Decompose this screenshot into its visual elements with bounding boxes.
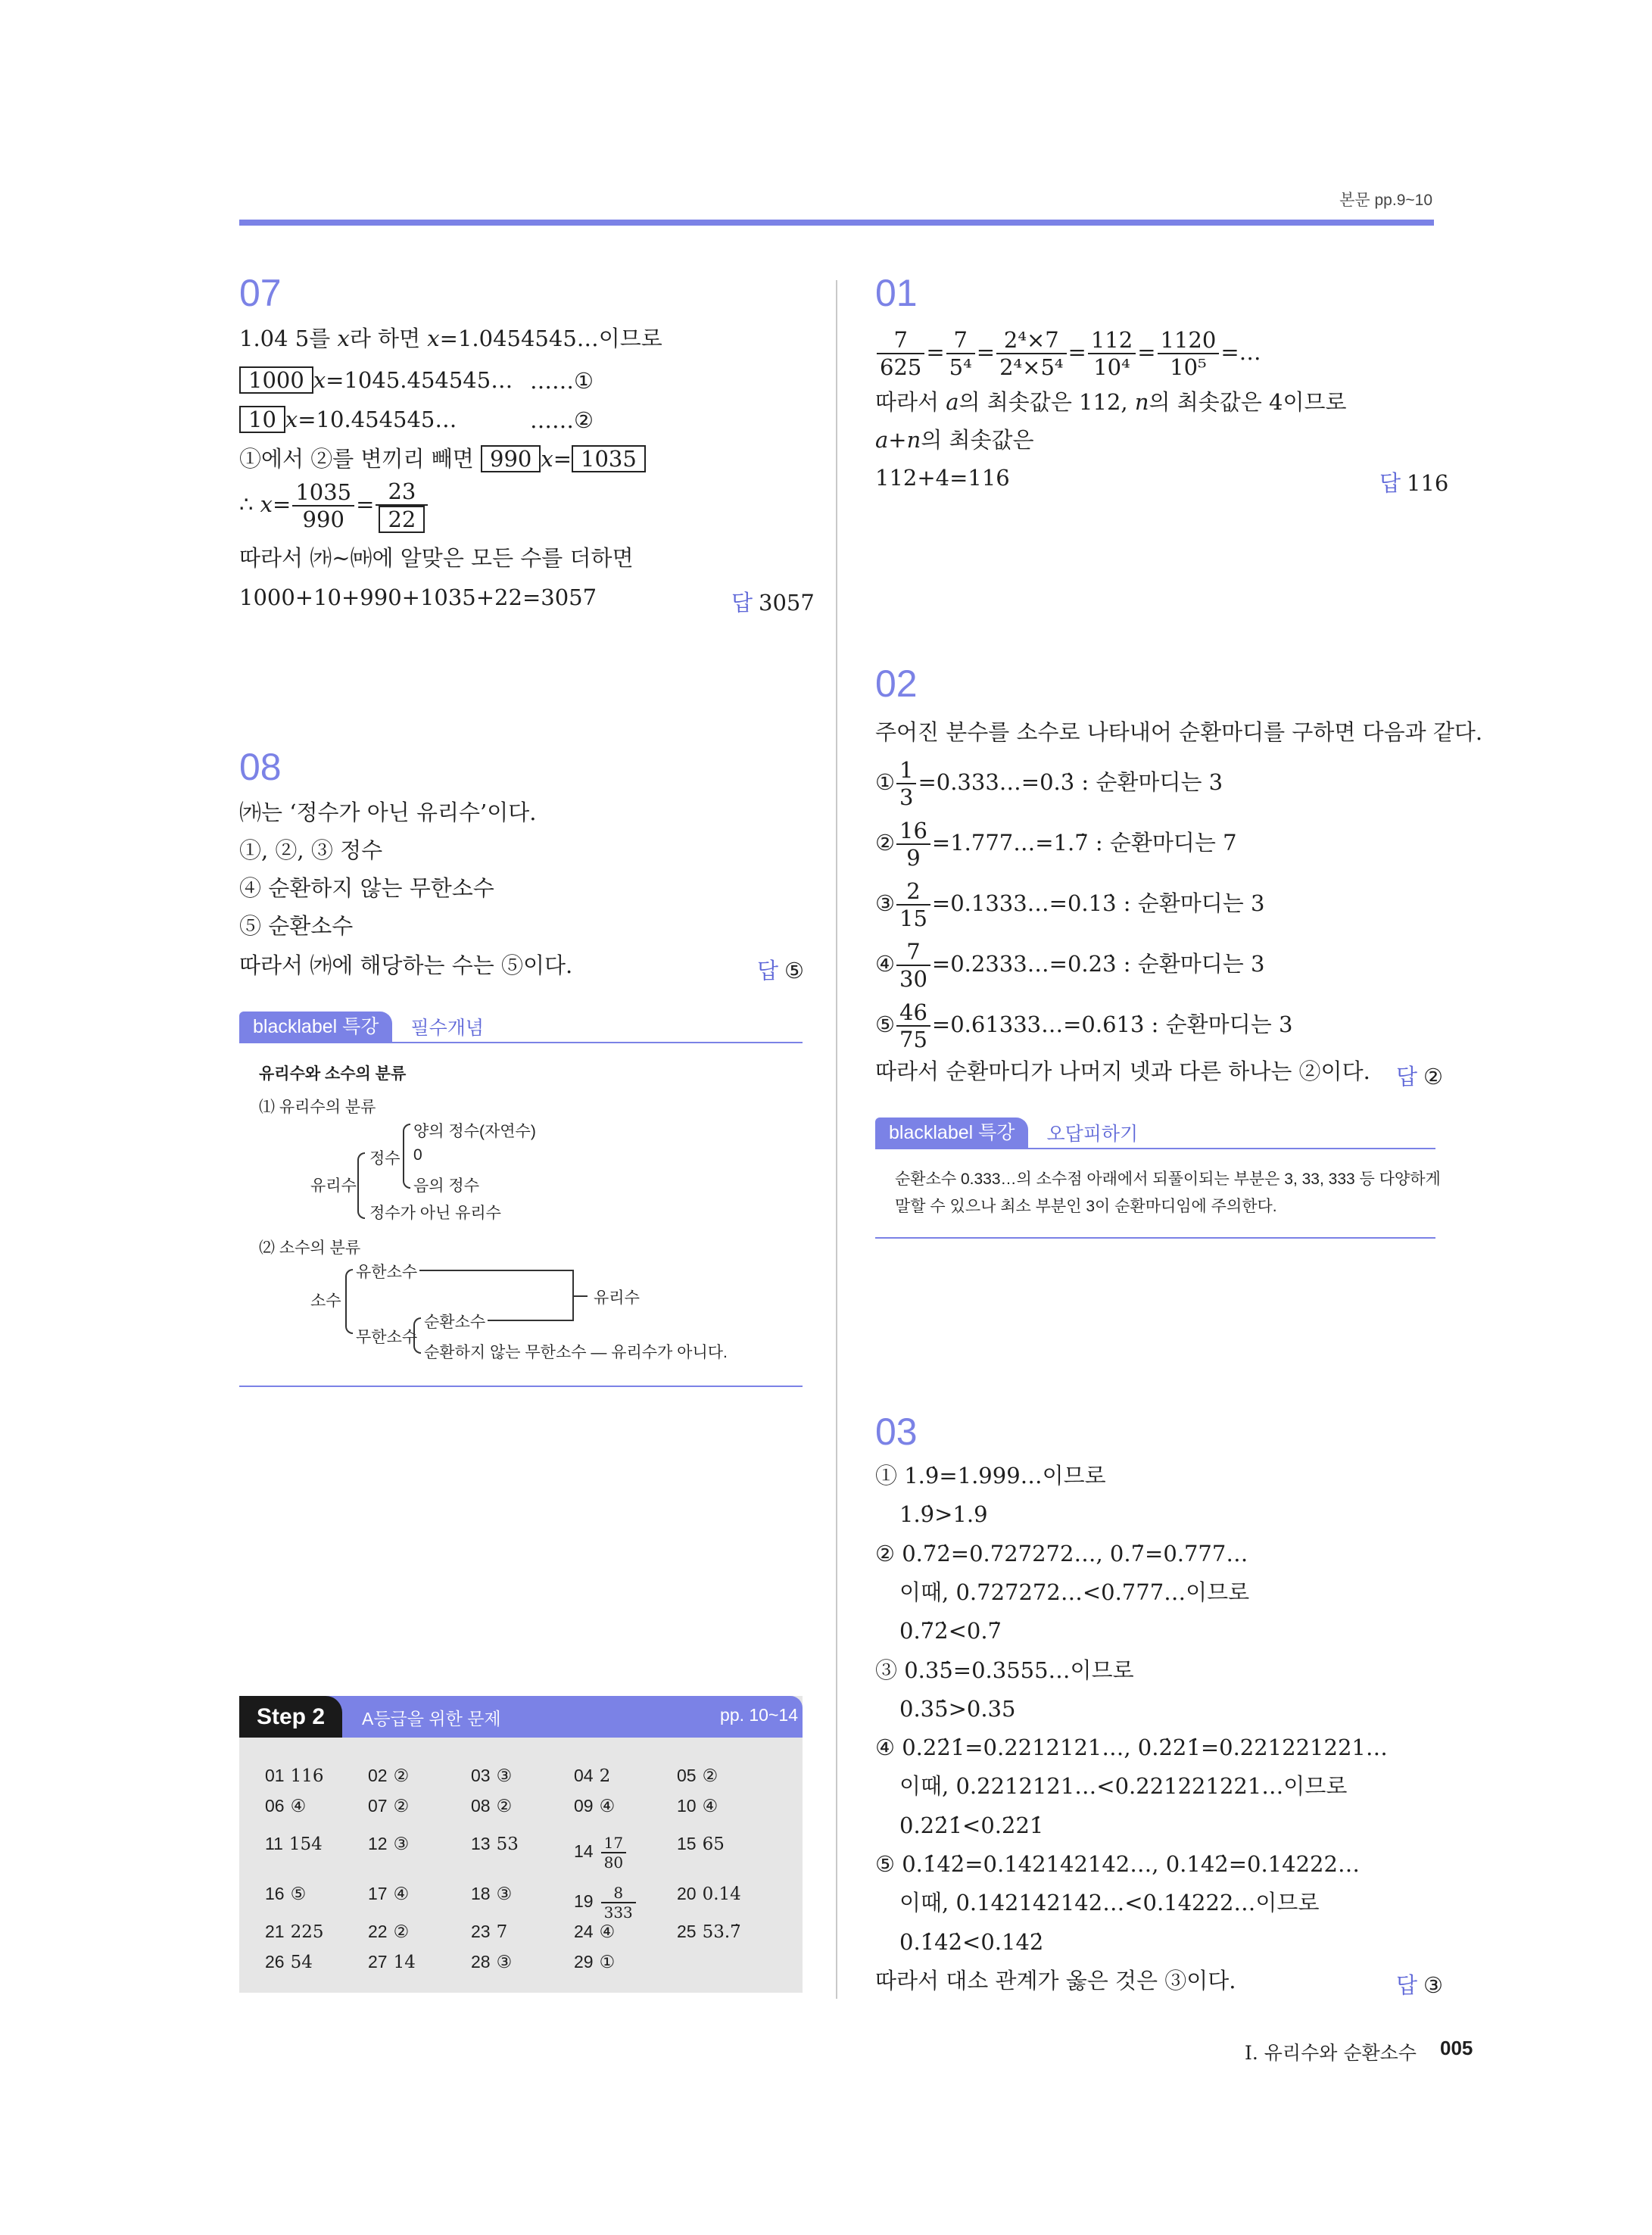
step2-answer-cell [574, 1796, 615, 1816]
step2-answer-cell [368, 1952, 416, 1972]
answer-value: ③ [1423, 1972, 1444, 1998]
answer-number: 14 [574, 1841, 594, 1861]
p07-tag1: ……① [530, 368, 594, 394]
answer-value: ③ [393, 1834, 410, 1854]
answer-value: ② [393, 1922, 410, 1942]
problem-number-07: 07 [239, 272, 282, 314]
header-rule [239, 220, 1434, 226]
answer-value: ② [496, 1797, 513, 1816]
p07-tag2: ……② [530, 407, 594, 433]
p01-frac-4: $\frac{112}{\text{10⁴}}$ [1088, 327, 1136, 380]
answer-number: 06 [265, 1796, 285, 1816]
p01-line2: 따라서 𝑎의 최솟값은 112, 𝑛의 최솟값은 4이므로 [875, 389, 1347, 415]
answer-number: 28 [471, 1952, 491, 1972]
p07-line6: 따라서 ㈎~㈒에 알맞은 모든 수를 더하면 [239, 545, 634, 571]
p03-answer [1396, 1968, 1443, 2000]
p07-line7: 1000+10+990+1035+22=3057 [239, 584, 597, 610]
p03-line: ② 0.7̇2̇=0.727272…, 0.7̇=0.777… [875, 1540, 1248, 1566]
tree-zero: 0 [413, 1146, 422, 1164]
item-fraction [896, 939, 930, 992]
answer-value: ② [393, 1797, 410, 1816]
answer-number: 10 [677, 1796, 697, 1816]
answer-number: 04 [574, 1766, 594, 1785]
answer-value: ④ [290, 1797, 307, 1816]
right-tip-header [875, 1118, 1138, 1148]
tree-nonint: 정수가 아닌 유리수 [369, 1205, 501, 1222]
p07-blank-b: 10 [239, 406, 285, 433]
tip-title: 필수개념 [410, 1018, 485, 1039]
tip-section-2: ⑵ 소수의 분류 [259, 1239, 361, 1257]
p01-line3: 𝑎+𝑛의 최솟값은 [875, 427, 1034, 453]
step2-answer-cell [471, 1766, 512, 1786]
p01-answer [1379, 466, 1448, 497]
answer-number: 05 [677, 1766, 697, 1785]
answer-value: 154 [288, 1834, 323, 1854]
p07-line2 [239, 366, 513, 394]
p02-item [875, 939, 1265, 992]
p03-line: ⑤ 0.1̇42̇=0.142142142…, 0.142̇=0.14222… [875, 1851, 1360, 1877]
answer-value: 225 [290, 1922, 324, 1942]
answer-value: ④ [702, 1797, 718, 1816]
problem-number-02: 02 [875, 662, 918, 705]
p07-fraction-2: $\frac{23}{22}$ [376, 478, 428, 533]
fraction-denominator: 3 [899, 784, 914, 810]
p02-intro: 주어진 분수를 소수로 나타내어 순환마디를 구하면 다음과 같다. [875, 719, 1483, 745]
left-tip-bottom-rule [239, 1386, 803, 1387]
p03-line: ① 1.9̇=1.999…이므로 [875, 1463, 1106, 1488]
p07-line3 [239, 406, 457, 433]
p07-blank-c: 990 [481, 445, 541, 472]
item-fraction [896, 878, 930, 931]
answer-number: 19 [574, 1891, 594, 1911]
step2-answer-cell [368, 1884, 409, 1904]
p03-line: 이때, 0.727272…<0.777…이므로 [899, 1579, 1250, 1605]
brace-decimal [345, 1269, 353, 1334]
answer-value: ③ [496, 1953, 513, 1972]
step2-answer-cell [677, 1922, 741, 1942]
tree-integer: 정수 [369, 1150, 401, 1167]
answer-number: 08 [471, 1796, 491, 1816]
tip-section-1: ⑴ 유리수의 분류 [259, 1099, 376, 1116]
fraction-numerator: 1 [896, 757, 916, 784]
item-mark: ④ [875, 951, 895, 977]
answer-value: 53.7̇ [702, 1922, 741, 1942]
item-rest: =0.61333…=0.613̇ : 순환마디는 3 [931, 1012, 1293, 1037]
left-tip-header [239, 1012, 484, 1042]
p07-blank-d: 1035 [572, 445, 646, 472]
answer-value: 54 [290, 1953, 313, 1972]
answer-number: 23 [471, 1922, 491, 1941]
item-rest: =1.777…=1.7̇ : 순환마디는 7 [931, 830, 1237, 856]
step2-answer-cell [471, 1796, 512, 1816]
item-fraction [896, 818, 930, 871]
step2-answer-cell [265, 1834, 323, 1854]
p03-line: 0.7̇2̇<0.7̇ [899, 1618, 1002, 1644]
item-rest: =0.333…=0.3̇ : 순환마디는 3 [918, 769, 1223, 795]
step2-answer-cell [471, 1922, 507, 1942]
answer-value: ① [599, 1953, 616, 1972]
answer-value: 116 [290, 1766, 324, 1786]
p03-line: 따라서 대소 관계가 옳은 것은 ③이다. [875, 1967, 1236, 1993]
step2-answer-cell [677, 1884, 741, 1904]
p08-line2: ①, ②, ③ 정수 [239, 837, 383, 863]
answer-number: 12 [368, 1834, 388, 1853]
answer-label: 답 [1396, 1065, 1418, 1089]
step2-answer-cell [265, 1766, 324, 1786]
answer-number: 16 [265, 1884, 285, 1903]
answer-value: ⑤ [290, 1884, 307, 1904]
p08-line5: 따라서 ㈎에 해당하는 수는 ⑤이다. [239, 952, 573, 978]
step2-answer-cell [265, 1952, 313, 1972]
p02-item [875, 757, 1223, 810]
answer-value: 14 [393, 1953, 416, 1972]
p02-answer [1396, 1060, 1443, 1091]
fraction-numerator: 16 [896, 818, 930, 845]
step2-answer-cell [677, 1834, 725, 1854]
brace-integer [403, 1124, 410, 1189]
right-tip-line1: 순환소수 0.333…의 소수점 아래에서 되풀이되는 부분은 3, 33, 333 등 다양하게 [895, 1170, 1441, 1188]
answer-value: ④ [599, 1797, 616, 1816]
line-repeating [488, 1320, 574, 1321]
answer-value: 2 [599, 1766, 611, 1786]
answer-label: 답 [731, 591, 753, 616]
tree-positive: 양의 정수(자연수) [413, 1123, 536, 1140]
p01-line1: $\frac{7}{625}$ = $\frac{7}{\text{5⁴}}$ = $\frac{\text{2⁴×7}}{\text{2⁴×5⁴}}$ = $\frac{112}{\text{10⁴}}$ = $\frac{1120}{\text{10⁵}}$ =… [875, 327, 1261, 380]
item-mark: ③ [875, 890, 895, 916]
answer-value: ⑤ [784, 958, 805, 983]
left-tip-top-rule [239, 1042, 803, 1043]
step2-answer-cell [265, 1796, 306, 1816]
tip-tag: blacklabel 특강 [875, 1118, 1028, 1148]
answer-number: 02 [368, 1766, 388, 1785]
p03-line: ④ 0.22̇1̇=0.2212121…, 0.2̇21̇=0.221221221… [875, 1735, 1388, 1761]
problem-number-01: 01 [875, 272, 918, 314]
answer-value: 116 [1407, 470, 1449, 496]
step2-answer-cell [368, 1766, 409, 1786]
fraction-denominator: 9 [906, 845, 921, 871]
p08-line4: ⑤ 순환소수 [239, 913, 354, 939]
item-fraction [896, 999, 930, 1052]
answer-number: 25 [677, 1922, 697, 1941]
item-mark: ② [875, 830, 895, 856]
answer-value: ② [1423, 1064, 1444, 1089]
step2-answer-cell [471, 1884, 512, 1904]
p01-frac-3: $\frac{\text{2⁴×7}}{\text{2⁴×5⁴}}$ [996, 327, 1066, 380]
answer-number: 03 [471, 1766, 491, 1785]
answer-label: 답 [1396, 1974, 1418, 1998]
p03-line: 이때, 0.2212121…<0.221221221…이므로 [899, 1773, 1348, 1800]
p07-blank-e: 22 [379, 506, 425, 533]
item-mark: ⑤ [875, 1012, 895, 1037]
p07-x-eq: 𝑥= [541, 446, 572, 472]
p03-line: 1.9̇>1.9 [899, 1501, 988, 1528]
line-finite [419, 1270, 574, 1271]
tree-infinite: 무한소수 [356, 1329, 418, 1346]
answer-value: ④ [393, 1884, 410, 1904]
answer-number: 11 [265, 1834, 283, 1853]
answer-number: 22 [368, 1922, 388, 1941]
tree-decimal: 소수 [310, 1292, 341, 1310]
answer-value: ③ [496, 1884, 513, 1904]
answer-number: 27 [368, 1952, 388, 1972]
problem-number-03: 03 [875, 1411, 918, 1453]
answer-number: 21 [265, 1922, 285, 1941]
footer-page-number: 005 [1440, 2037, 1473, 2059]
fraction-denominator: 15 [899, 906, 927, 931]
answer-number: 20 [677, 1884, 697, 1903]
brace-infinite [413, 1317, 421, 1354]
p08-answer [757, 954, 804, 985]
tip-title: 오답피하기 [1046, 1124, 1139, 1145]
fraction-numerator: 46 [896, 999, 930, 1027]
p03-line: 0.22̇1̇<0.2̇21̇ [899, 1812, 1044, 1838]
answer-value: 53 [496, 1834, 519, 1854]
step2-answer-cell [471, 1834, 519, 1854]
answer-value: ② [393, 1766, 410, 1786]
answer-value: 7 [496, 1922, 508, 1942]
right-tip-top-rule [875, 1148, 1435, 1149]
item-rest: =0.2333…=0.23̇ : 순환마디는 3 [931, 951, 1265, 977]
step2-title: A등급을 위한 문제 [362, 1709, 501, 1728]
step2-answer-cell [677, 1796, 718, 1816]
answer-value: 3057 [759, 590, 815, 616]
fraction-denominator: 30 [899, 966, 927, 992]
tip-heading: 유리수와 소수의 분류 [259, 1065, 407, 1083]
p07-line5 [239, 478, 429, 533]
tree-repeating: 순환소수 [424, 1314, 486, 1331]
line-to-rational [572, 1295, 588, 1297]
answer-number: 15 [677, 1834, 697, 1853]
p03-line: 이때, 0.142142142…<0.14222…이므로 [899, 1890, 1320, 1916]
p07-therefore: ∴ 𝑥= [239, 491, 291, 517]
p02-item [875, 818, 1237, 871]
answer-value: ② [702, 1766, 718, 1786]
item-rest: =0.1333…=0.13̇ : 순환마디는 3 [931, 890, 1265, 916]
page-reference: 본문 pp.9~10 [1339, 192, 1432, 209]
step2-answer-cell [471, 1952, 512, 1972]
answer-value: ④ [599, 1922, 616, 1942]
answer-label: 답 [1379, 472, 1401, 496]
fraction-numerator: 2 [896, 878, 930, 906]
answer-fraction: $\frac{17}{80}$ [601, 1834, 626, 1872]
p07-line4 [239, 445, 646, 472]
answer-value: 65 [702, 1834, 725, 1854]
p01-tail: =… [1220, 339, 1261, 365]
step2-answer-cell [368, 1834, 409, 1854]
tree-rational: 유리수 [310, 1177, 357, 1195]
answer-number: 09 [574, 1796, 594, 1816]
answer-number: 24 [574, 1922, 594, 1941]
p03-line: ③ 0.35̇=0.3555…이므로 [875, 1657, 1134, 1683]
fraction-numerator: 7 [896, 939, 930, 966]
p02-conclusion: 따라서 순환마디가 나머지 넷과 다른 하나는 ②이다. [875, 1058, 1370, 1084]
tree-rational-2: 유리수 [594, 1289, 640, 1307]
p03-line: 0.35̇>0.35 [899, 1695, 1016, 1722]
p08-line1: ㈎는 ‘정수가 아닌 유리수’이다. [239, 800, 537, 825]
brace-rational [357, 1152, 365, 1219]
step2-answer-cell [677, 1766, 718, 1786]
p01-line4: 112+4=116 [875, 465, 1010, 491]
p01-frac-2: $\frac{7}{\text{5⁴}}$ [946, 327, 975, 380]
tree-finite: 유한소수 [356, 1264, 418, 1281]
answer-number: 29 [574, 1952, 594, 1972]
answer-value: ③ [496, 1766, 513, 1786]
step2-answer-cell [368, 1922, 409, 1942]
p07-eq2: 𝑥=10.454545… [285, 407, 457, 432]
p08-line3: ④ 순환하지 않는 무한소수 [239, 875, 494, 901]
step2-pages: pp. 10~14 [720, 1705, 798, 1725]
p01-frac-1: $\frac{7}{625}$ [877, 327, 924, 380]
p07-fraction-1: $\frac{1035}{990}$ [292, 479, 354, 532]
p07-eq1: 𝑥=1045.454545… [313, 367, 513, 393]
p02-item [875, 999, 1292, 1052]
p03-line: 0.1̇42̇<0.142̇ [899, 1928, 1044, 1955]
answer-number: 26 [265, 1952, 285, 1972]
answer-number: 01 [265, 1766, 285, 1785]
fraction-denominator: 75 [899, 1027, 927, 1052]
step2-answer-cell [574, 1766, 610, 1786]
tree-nonrepeating: 순환하지 않는 무한소수 — 유리수가 아니다. [424, 1344, 728, 1361]
tree-not-rational: 유리수가 아니다. [611, 1344, 728, 1361]
p02-item [875, 878, 1265, 931]
answer-number: 13 [471, 1834, 491, 1853]
answer-fraction: $\frac{8}{333}$ [601, 1884, 636, 1922]
p07-answer [731, 586, 815, 617]
answer-label: 답 [757, 959, 779, 983]
step2-answer-cell [574, 1834, 628, 1872]
step2-answer-cell [368, 1796, 409, 1816]
p07-subtract-text: ①에서 ②를 변끼리 빼면 [239, 446, 474, 472]
answer-value: 0.14̇ [702, 1884, 741, 1904]
answer-number: 18 [471, 1884, 491, 1903]
item-fraction [896, 757, 916, 810]
answer-number: 17 [368, 1884, 388, 1903]
tree-nonrepeating-label: 순환하지 않는 무한소수 [424, 1344, 587, 1361]
p01-frac-5: $\frac{1120}{\text{10⁵}}$ [1158, 327, 1220, 380]
problem-number-08: 08 [239, 746, 282, 788]
right-tip-bottom-rule [875, 1237, 1435, 1239]
answer-number: 07 [368, 1796, 388, 1816]
p07-line1: 1.04 5를 𝑥라 하면 𝑥=1.0454545…이므로 [239, 326, 662, 351]
right-tip-line2: 말할 수 있으나 최소 부분인 3이 순환마디임에 주의한다. [895, 1198, 1277, 1215]
column-divider [836, 280, 837, 1999]
step2-answer-cell [265, 1884, 306, 1904]
step2-answer-cell [574, 1884, 637, 1922]
item-mark: ① [875, 769, 895, 795]
tip-tag: blacklabel 특강 [239, 1012, 392, 1042]
step2-badge: Step 2 [239, 1696, 342, 1738]
step2-answer-cell [574, 1952, 615, 1972]
tree-negative: 음의 정수 [413, 1177, 479, 1195]
step2-answer-cell [574, 1922, 615, 1942]
p07-equals: = [356, 491, 375, 517]
p07-blank-a: 1000 [239, 366, 313, 394]
step2-answer-cell [265, 1922, 324, 1942]
footer-chapter: Ⅰ. 유리수와 순환소수 [1245, 2042, 1417, 2064]
